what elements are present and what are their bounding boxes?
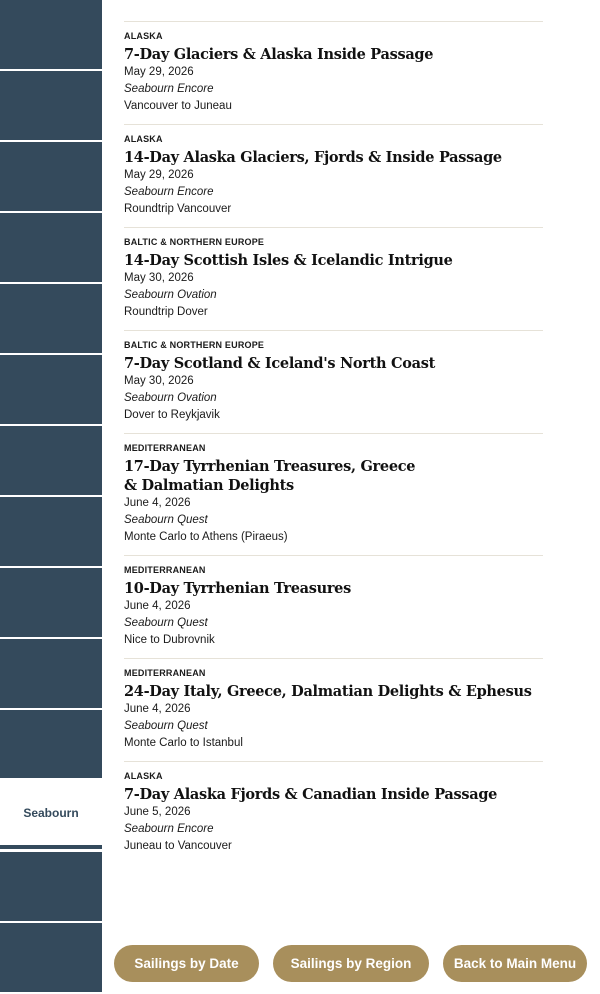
sidebar (0, 0, 102, 994)
sailing-route: Monte Carlo to Athens (Piraeus) (124, 531, 288, 543)
sailing-entry[interactable] (124, 330, 543, 433)
sailing-region: ALASKA (124, 134, 163, 144)
sailing-date: June 5, 2026 (124, 806, 191, 818)
sailing-date: June 4, 2026 (124, 600, 191, 612)
sailings-by-date-button[interactable]: Sailings by Date (114, 945, 259, 982)
sailing-date: May 29, 2026 (124, 66, 194, 78)
sailing-date: May 29, 2026 (124, 169, 194, 181)
sailing-ship: Seabourn Quest (124, 617, 208, 629)
sailing-route: Roundtrip Vancouver (124, 203, 232, 215)
sailing-ship: Seabourn Encore (124, 186, 214, 198)
sailing-title[interactable]: 7-Day Alaska Fjords & Canadian Inside Passage (124, 786, 498, 803)
sailing-ship: Seabourn Quest (124, 720, 208, 732)
sailing-region: MEDITERRANEAN (124, 565, 206, 575)
sailing-entry[interactable] (124, 124, 543, 227)
sidebar-item-label: Seabourn (23, 805, 79, 820)
sailing-route: Juneau to Vancouver (124, 840, 232, 852)
sailing-ship: Seabourn Ovation (124, 289, 217, 301)
sidebar-item[interactable] (0, 426, 102, 495)
sailing-title[interactable]: 7-Day Glaciers & Alaska Inside Passage (124, 46, 434, 63)
sidebar-item[interactable] (0, 355, 102, 424)
sidebar-item[interactable] (0, 568, 102, 637)
sailing-title[interactable]: 17-Day Tyrrhenian Treasures, Greece & Dalmatian Delights (124, 458, 416, 494)
sailing-entry[interactable] (124, 761, 543, 864)
sidebar-item[interactable] (0, 284, 102, 353)
sidebar-item[interactable] (0, 71, 102, 140)
sidebar-item[interactable] (0, 497, 102, 566)
sailing-title[interactable]: 14-Day Alaska Glaciers, Fjords & Inside Passage (124, 149, 502, 166)
sidebar-item[interactable] (0, 710, 102, 778)
sailing-region: ALASKA (124, 31, 163, 41)
sailing-region: ALASKA (124, 771, 163, 781)
sailing-entry[interactable] (124, 433, 543, 555)
sidebar-item-seabourn[interactable] (0, 780, 102, 849)
sidebar-item[interactable] (0, 213, 102, 282)
sailing-entry[interactable] (124, 227, 543, 330)
sailings-list (124, 21, 543, 864)
sailing-date: June 4, 2026 (124, 703, 191, 715)
sailing-route: Vancouver to Juneau (124, 100, 232, 112)
sailing-entry[interactable] (124, 658, 543, 761)
sailing-region: MEDITERRANEAN (124, 443, 206, 453)
sailings-by-region-button[interactable]: Sailings by Region (273, 945, 429, 982)
sailing-route: Dover to Reykjavik (124, 409, 220, 421)
sailing-date: May 30, 2026 (124, 375, 194, 387)
sailing-date: June 4, 2026 (124, 497, 191, 509)
sailing-ship: Seabourn Encore (124, 83, 214, 95)
sailing-title[interactable]: 24-Day Italy, Greece, Dalmatian Delights & Ephesus (124, 683, 532, 700)
sailing-region: BALTIC & NORTHERN EUROPE (124, 340, 265, 350)
sailing-region: MEDITERRANEAN (124, 668, 206, 678)
sailing-route: Nice to Dubrovnik (124, 634, 215, 646)
sailing-ship: Seabourn Ovation (124, 392, 217, 404)
sailing-title[interactable]: 7-Day Scotland & Iceland's North Coast (124, 355, 435, 372)
footer-buttons (114, 945, 587, 982)
sailing-entry[interactable] (124, 21, 543, 124)
back-to-main-menu-button[interactable]: Back to Main Menu (443, 945, 587, 982)
sidebar-item[interactable] (0, 639, 102, 708)
sidebar-item[interactable] (0, 852, 102, 921)
sailing-title[interactable]: 14-Day Scottish Isles & Icelandic Intrigue (124, 252, 453, 269)
sailing-date: May 30, 2026 (124, 272, 194, 284)
sailing-ship: Seabourn Encore (124, 823, 214, 835)
sidebar-item[interactable] (0, 923, 102, 992)
sailing-ship: Seabourn Quest (124, 514, 208, 526)
sailing-title[interactable]: 10-Day Tyrrhenian Treasures (124, 580, 351, 597)
sailing-entry[interactable] (124, 555, 543, 658)
sailing-region: BALTIC & NORTHERN EUROPE (124, 237, 265, 247)
sidebar-item[interactable] (0, 0, 102, 69)
sailing-route: Monte Carlo to Istanbul (124, 737, 243, 749)
sailing-route: Roundtrip Dover (124, 306, 208, 318)
sidebar-item[interactable] (0, 142, 102, 211)
